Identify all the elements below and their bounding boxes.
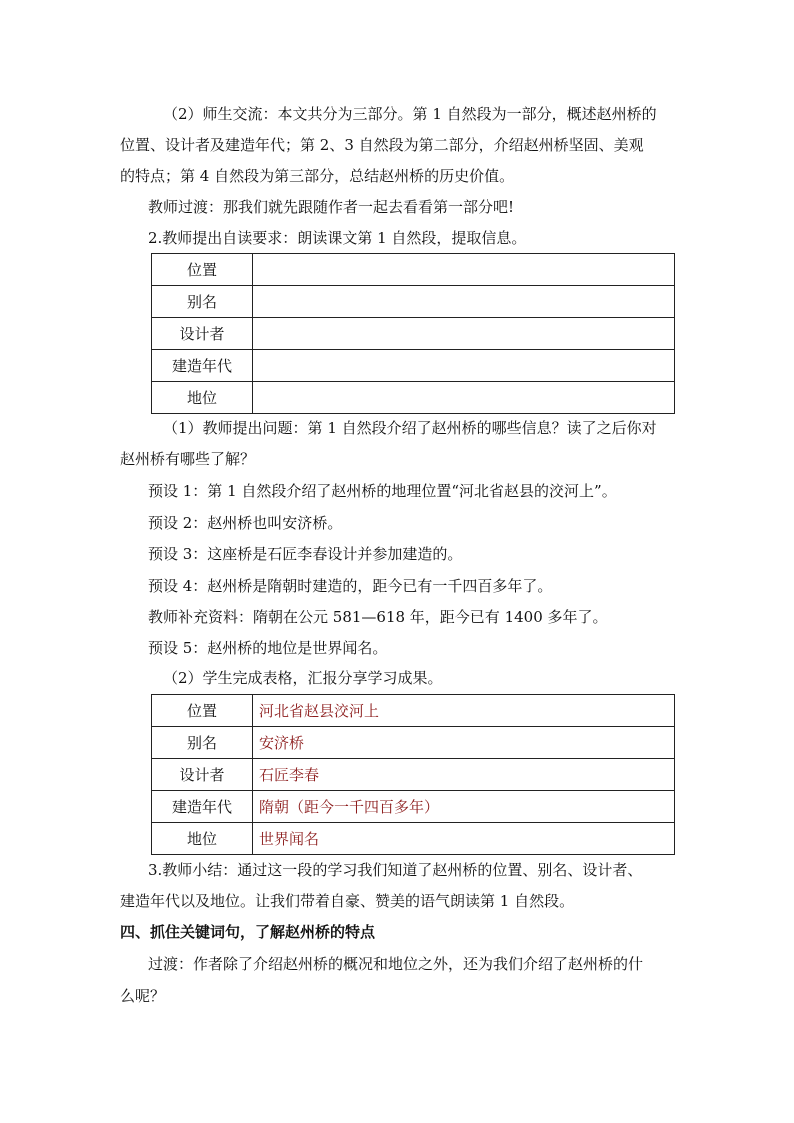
paragraph-line: 建造年代以及地位。让我们带着自豪、赞美的语气朗读第 1 自然段。 [120, 892, 575, 910]
table-row [152, 727, 675, 759]
paragraph-line: 的特点；第 4 自然段为第三部分，总结赵州桥的历史价值。 [120, 167, 515, 185]
table-key-cell: 别名 [152, 727, 253, 759]
table-value-cell [253, 382, 675, 414]
table-answer-cell: 河北省赵县洨河上 [253, 695, 675, 727]
paragraph-line: 么呢？ [120, 987, 166, 1005]
paragraph-line: 预设 4：赵州桥是隋朝时建造的，距今已有一千四百多年了。 [148, 577, 553, 595]
table-row [152, 382, 675, 414]
paragraph-line: 预设 2：赵州桥也叫安济桥。 [148, 514, 343, 532]
table-row [152, 350, 675, 382]
table-answer-cell: 石匠李春 [253, 759, 675, 791]
table-answer-cell: 安济桥 [253, 727, 675, 759]
filled-info-table [151, 694, 675, 855]
table-key-cell: 位置 [152, 254, 253, 286]
table-row [152, 254, 675, 286]
table-key-cell: 地位 [152, 382, 253, 414]
table-key-cell: 地位 [152, 823, 253, 855]
paragraph-line: 预设 3：这座桥是石匠李春设计并参加建造的。 [148, 545, 463, 563]
paragraph-line: 赵州桥有哪些了解？ [120, 450, 256, 468]
table-row [152, 823, 675, 855]
table-key-cell: 别名 [152, 286, 253, 318]
table-answer-cell: 世界闻名 [253, 823, 675, 855]
paragraph-line: 位置、设计者及建造年代；第 2、3 自然段为第二部分，介绍赵州桥坚固、美观 [120, 136, 644, 154]
paragraph-line: 预设 1：第 1 自然段介绍了赵州桥的地理位置“河北省赵县的洨河上”。 [148, 482, 617, 500]
table-key-cell: 建造年代 [152, 350, 253, 382]
table-row [152, 791, 675, 823]
paragraph-line: （1）教师提出问题：第 1 自然段介绍了赵州桥的哪些信息？读了之后你对 [163, 419, 657, 437]
table-row [152, 759, 675, 791]
paragraph-line: 2.教师提出自读要求：朗读课文第 1 自然段，提取信息。 [148, 229, 527, 247]
table-key-cell: 设计者 [152, 759, 253, 791]
paragraph-line: 预设 5：赵州桥的地位是世界闻名。 [148, 639, 388, 657]
table-key-cell: 设计者 [152, 318, 253, 350]
section-heading: 四、抓住关键词句，了解赵州桥的特点 [120, 923, 376, 941]
table-answer-cell: 隋朝（距今一千四百多年） [253, 791, 675, 823]
table-row [152, 318, 675, 350]
table-value-cell [253, 286, 675, 318]
paragraph-line: （2）学生完成表格，汇报分享学习成果。 [163, 669, 443, 687]
paragraph-line: 3.教师小结：通过这一段的学习我们知道了赵州桥的位置、别名、设计者、 [148, 861, 643, 879]
table-value-cell [253, 318, 675, 350]
paragraph-line: 过渡：作者除了介绍赵州桥的概况和地位之外，还为我们介绍了赵州桥的什 [148, 955, 644, 973]
paragraph-line: （2）师生交流：本文共分为三部分。第 1 自然段为一部分，概述赵州桥的 [163, 105, 657, 123]
table-row [152, 695, 675, 727]
blank-info-table [151, 253, 675, 414]
table-row [152, 286, 675, 318]
table-value-cell [253, 254, 675, 286]
table-key-cell: 建造年代 [152, 791, 253, 823]
paragraph-line: 教师补充资料：隋朝在公元 581—618 年，距今已有 1400 多年了。 [148, 608, 608, 626]
table-key-cell: 位置 [152, 695, 253, 727]
table-value-cell [253, 350, 675, 382]
paragraph-line: 教师过渡：那我们就先跟随作者一起去看看第一部分吧! [148, 198, 515, 216]
